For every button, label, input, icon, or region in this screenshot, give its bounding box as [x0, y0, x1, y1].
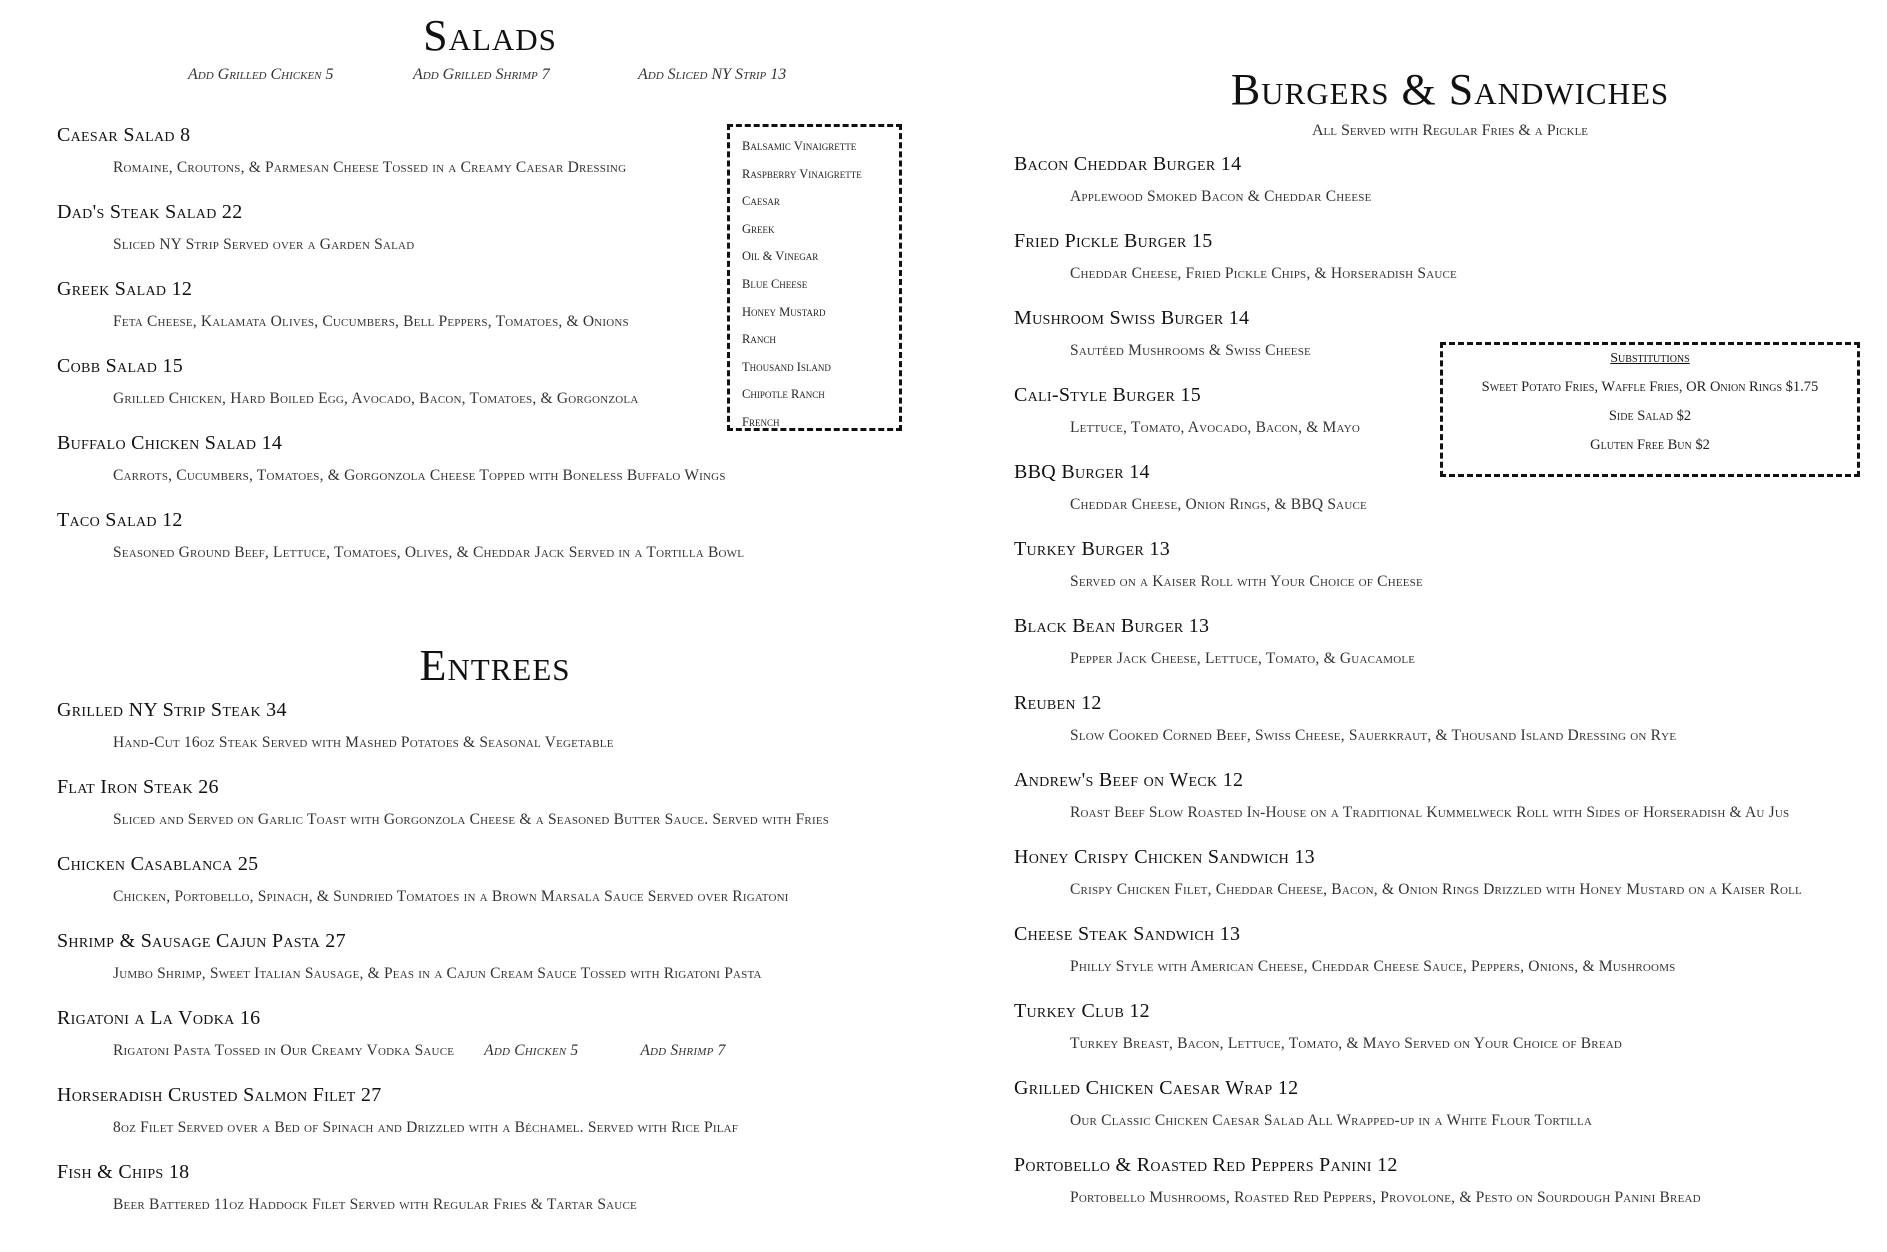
menu-item [1014, 230, 1457, 283]
entrees-title: Entrees [419, 641, 571, 690]
item-name: Mushroom Swiss Burger 14 [1014, 307, 1250, 329]
item-name: Black Bean Burger 13 [1014, 615, 1210, 637]
item-name: Grilled NY Strip Steak 34 [57, 699, 287, 721]
item-name: Fish & Chips 18 [57, 1161, 190, 1183]
item-description: Carrots, Cucumbers, Tomatoes, & Gorgonzola Cheese Topped with Boneless Buffalo Wings [113, 467, 726, 484]
menu-item [1014, 1000, 1622, 1053]
menu-item [57, 432, 726, 485]
menu-item [57, 699, 614, 752]
item-description [113, 1042, 726, 1060]
menu-item [57, 853, 789, 906]
menu-item [57, 201, 414, 254]
item-name: Turkey Club 12 [1014, 1000, 1150, 1022]
item-name: Portobello & Roasted Red Peppers Panini 12 [1014, 1154, 1398, 1176]
menu-item [57, 509, 744, 562]
item-description-text: Rigatoni Pasta Tossed in Our Creamy Vodka Sauce [113, 1042, 455, 1059]
salad-addon: Add Grilled Shrimp 7 [413, 66, 550, 83]
item-description: Sliced and Served on Garlic Toast with Gorgonzola Cheese & a Seasoned Butter Sauce. Served with Fries [113, 811, 830, 828]
item-description: Sautéed Mushrooms & Swiss Cheese [1070, 342, 1311, 359]
menu-item [1014, 923, 1676, 976]
dressing-option: Oil & Vinegar [742, 249, 819, 264]
menu-item [57, 930, 762, 983]
item-description: Seasoned Ground Beef, Lettuce, Tomatoes, Olives, & Cheddar Jack Served in a Tortilla Bowl [113, 544, 745, 561]
item-description: Pepper Jack Cheese, Lettuce, Tomato, & Guacamole [1070, 650, 1416, 667]
burgers-subtitle: All Served with Regular Fries & a Pickle [1311, 122, 1589, 139]
item-description: Slow Cooked Corned Beef, Swiss Cheese, Sauerkraut, & Thousand Island Dressing on Rye [1070, 727, 1677, 744]
item-name: Reuben 12 [1014, 692, 1102, 714]
item-description: Turkey Breast, Bacon, Lettuce, Tomato, & Mayo Served on Your Choice of Bread [1070, 1035, 1623, 1052]
substitution-line: Gluten Free Bun $2 [1590, 437, 1710, 453]
item-description: Roast Beef Slow Roasted In-House on a Traditional Kummelweck Roll with Sides of Horseradish & Au Jus [1070, 804, 1790, 821]
item-description: Applewood Smoked Bacon & Cheddar Cheese [1070, 188, 1372, 205]
menu-item [1014, 538, 1423, 591]
item-name: Grilled Chicken Caesar Wrap 12 [1014, 1077, 1299, 1099]
item-description: Romaine, Croutons, & Parmesan Cheese Tossed in a Creamy Caesar Dressing [113, 159, 627, 176]
salad-addon: Add Grilled Chicken 5 [188, 66, 334, 83]
dressing-option: Chipotle Ranch [742, 387, 825, 402]
menu-item [57, 1161, 637, 1214]
item-name: Shrimp & Sausage Cajun Pasta 27 [57, 930, 346, 952]
item-description: Our Classic Chicken Caesar Salad All Wrapped-up in a White Flour Tortilla [1070, 1112, 1593, 1129]
menu-item [1014, 307, 1311, 360]
substitutions-box [1440, 342, 1860, 477]
item-name: BBQ Burger 14 [1014, 461, 1150, 483]
menu-item [1014, 384, 1360, 437]
dressing-option: Honey Mustard [742, 304, 826, 319]
menu-item [57, 1007, 726, 1060]
menu-item [57, 278, 629, 331]
item-description: Grilled Chicken, Hard Boiled Egg, Avocado, Bacon, Tomatoes, & Gorgonzola [113, 390, 639, 407]
item-name: Horseradish Crusted Salmon Filet 27 [57, 1084, 382, 1106]
dressing-option: Thousand Island [742, 359, 831, 374]
item-description: Served on a Kaiser Roll with Your Choice of Cheese [1070, 573, 1423, 590]
item-description: Sliced NY Strip Served over a Garden Salad [113, 236, 415, 253]
item-name: Caesar Salad 8 [57, 124, 191, 146]
item-description: Cheddar Cheese, Onion Rings, & BBQ Sauce [1070, 496, 1367, 513]
item-addon: Add Shrimp 7 [640, 1042, 726, 1059]
dressing-option: Greek [742, 221, 775, 236]
item-name: Cali-Style Burger 15 [1014, 384, 1202, 406]
menu-item [1014, 153, 1372, 206]
salads-title: Salads [423, 11, 557, 60]
substitution-line: Side Salad $2 [1608, 408, 1692, 424]
burgers-title: Burgers & Sandwiches [1230, 65, 1670, 114]
dressing-option: Raspberry Vinaigrette [742, 166, 862, 181]
menu-item [1014, 1154, 1701, 1207]
item-description: Lettuce, Tomato, Avocado, Bacon, & Mayo [1070, 419, 1360, 436]
item-name: Dad's Steak Salad 22 [57, 201, 243, 223]
item-description: 8oz Filet Served over a Bed of Spinach and Drizzled with a Béchamel. Served with Rice Pilaf [113, 1119, 739, 1136]
item-description: Crispy Chicken Filet, Cheddar Cheese, Bacon, & Onion Rings Drizzled with Honey Mustard on a Kaiser Roll [1070, 881, 1802, 898]
item-name: Chicken Casablanca 25 [57, 853, 259, 875]
substitution-line: Sweet Potato Fries, Waffle Fries, OR Onion Rings $1.75 [1481, 379, 1819, 395]
menu-item [1014, 615, 1415, 668]
item-description: Cheddar Cheese, Fried Pickle Chips, & Horseradish Sauce [1070, 265, 1457, 282]
menu-item [57, 776, 829, 829]
item-name: Honey Crispy Chicken Sandwich 13 [1014, 846, 1315, 868]
item-name: Turkey Burger 13 [1014, 538, 1171, 560]
item-name: Taco Salad 12 [57, 509, 183, 531]
menu-item [1014, 461, 1367, 514]
item-name: Bacon Cheddar Burger 14 [1014, 153, 1242, 175]
menu-item [1014, 692, 1676, 745]
item-name: Cheese Steak Sandwich 13 [1014, 923, 1241, 945]
menu-item [57, 355, 638, 408]
menu-item [1014, 1077, 1592, 1130]
item-description: Portobello Mushrooms, Roasted Red Peppers, Provolone, & Pesto on Sourdough Panini Bread [1070, 1189, 1701, 1206]
item-description: Philly Style with American Cheese, Cheddar Cheese Sauce, Peppers, Onions, & Mushrooms [1070, 958, 1676, 975]
substitutions-title: Substitutions [1610, 351, 1690, 366]
salad-addon: Add Sliced NY Strip 13 [638, 66, 787, 83]
item-description: Feta Cheese, Kalamata Olives, Cucumbers, Bell Peppers, Tomatoes, & Onions [113, 313, 629, 330]
menu-item [1014, 846, 1802, 899]
dressings-list [730, 127, 899, 437]
dressing-option: Balsamic Vinaigrette [742, 139, 857, 153]
item-name: Greek Salad 12 [57, 278, 193, 300]
menu-item [57, 124, 626, 177]
item-description: Beer Battered 11oz Haddock Filet Served with Regular Fries & Tartar Sauce [113, 1196, 637, 1213]
item-name: Buffalo Chicken Salad 14 [57, 432, 283, 454]
item-name: Andrew's Beef on Weck 12 [1014, 769, 1244, 791]
dressing-option: Blue Cheese [742, 276, 808, 291]
item-description: Hand-Cut 16oz Steak Served with Mashed Potatoes & Seasonal Vegetable [113, 734, 614, 751]
dressing-option: Ranch [742, 332, 776, 347]
menu-item [57, 1084, 738, 1137]
item-addon: Add Chicken 5 [484, 1042, 579, 1059]
item-description: Jumbo Shrimp, Sweet Italian Sausage, & Peas in a Cajun Cream Sauce Tossed with Rigatoni Pasta [113, 965, 762, 982]
dressing-option: French [742, 414, 780, 429]
dressings-box [727, 124, 902, 431]
item-description: Chicken, Portobello, Spinach, & Sundried Tomatoes in a Brown Marsala Sauce Served over Rigatoni [113, 888, 789, 905]
item-name: Cobb Salad 15 [57, 355, 184, 377]
item-name: Flat Iron Steak 26 [57, 776, 219, 798]
item-name: Rigatoni a La Vodka 16 [57, 1007, 261, 1029]
menu-item [1014, 769, 1789, 822]
dressing-option: Caesar [742, 194, 780, 209]
item-name: Fried Pickle Burger 15 [1014, 230, 1213, 252]
